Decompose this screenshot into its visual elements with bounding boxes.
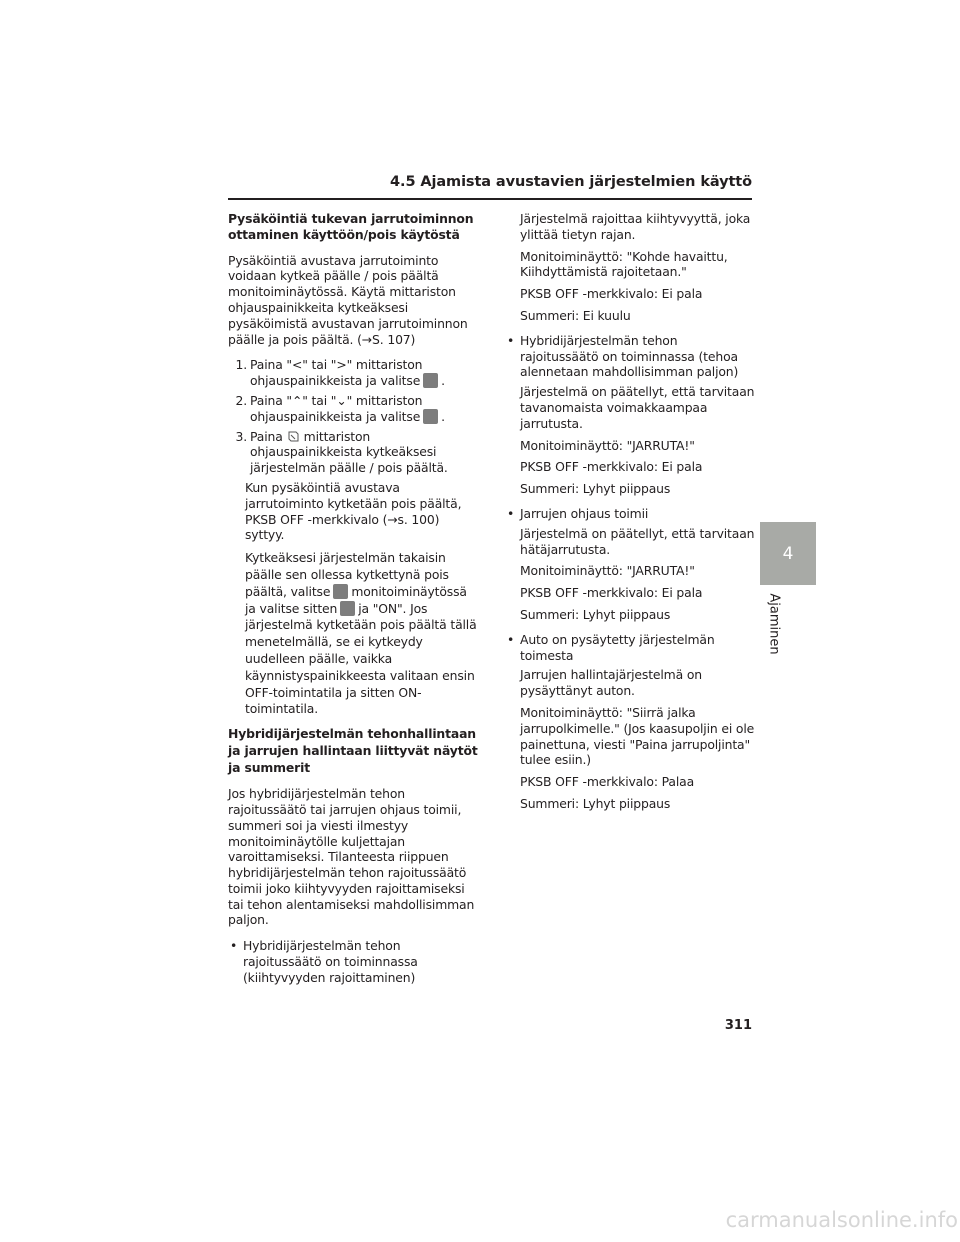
note-re-enable-b: monitoiminäytössä ja valitse sitten (245, 583, 467, 616)
bullet: • (507, 631, 515, 647)
page-number: 311 (724, 1018, 752, 1033)
bullet-text: Hybridijärjestelmän tehon rajoitussäätö on toiminnassa (tehoa alennetaan mahdollisimman paljon) (520, 332, 739, 380)
bullet-item (228, 938, 478, 985)
note-pksb-off: Kun pysäköintiä avustava jarrutoiminto kytketään pois päältä, PKSB OFF -merkkivalo (→s. 100) syttyy. (245, 479, 462, 543)
detail-text: PKSB OFF -merkkivalo: Ei pala (520, 459, 703, 475)
settings-icon (333, 584, 348, 599)
detail-text: Summeri: Lyhyt piippaus (520, 606, 671, 622)
ok-button-icon (286, 429, 301, 444)
settings-icon (423, 373, 438, 388)
bullet-text: Jarrujen ohjaus toimii (520, 505, 649, 521)
bullet: • (230, 938, 238, 954)
step-text (250, 393, 478, 425)
bullet-text: Auto on pysäytetty järjestelmän toimesta (520, 631, 715, 663)
note-re-enable-a: Kytkeäksesi järjestelmän takaisin päälle sen ollessa kytkettynä pois päältä, valitse (245, 550, 449, 599)
detail-text: PKSB OFF -merkkivalo: Palaa (520, 774, 695, 790)
detail-text: Monitoiminäyttö: "JARRUTA!" (520, 437, 695, 453)
step-text (250, 429, 478, 476)
step-number: 2. (235, 392, 247, 408)
step-1 (228, 357, 478, 389)
bullet: • (507, 332, 515, 348)
left-column (228, 211, 478, 994)
detail-text: Summeri: Lyhyt piippaus (520, 795, 671, 811)
step-2-text: Paina "⌃" tai "⌄" mittariston ohjauspainikkeista ja valitse (250, 392, 423, 424)
pksb-icon (340, 601, 355, 616)
pksb-icon (423, 409, 438, 424)
header-divider (228, 198, 752, 200)
detail-text: Järjestelmä on päätellyt, että tarvitaan tavanomaista voimakkaampaa jarrutusta. (520, 384, 755, 431)
detail-text: Jarrujen hallintajärjestelmä on pysäyttänyt auton. (520, 667, 702, 699)
step-1-end: . (441, 373, 445, 389)
heading-displays-buzzers: Hybridijärjestelmän tehonhallintaan ja jarrujen hallintaan liittyvät näytöt ja summerit (228, 726, 478, 776)
displays-paragraph: Jos hybridijärjestelmän tehon rajoitussäätö tai jarrujen ohjaus toimii, summeri soi ja viesti ilmestyy monitoiminäytölle kuljettajan varoittamiseksi. Tilanteesta riippuen hybridijärjestelmän tehon rajoitussäätö toimii joko kiihtyvyyden rajoittamiseksi tai tehon alentamiseksi mahdollisimman paljon. (228, 786, 475, 928)
note-re-enable (245, 550, 478, 718)
note-re-enable-c: ja "ON". Jos järjestelmä kytketään pois päältä tällä menetelmällä, se ei kytkeydy uudelleen päälle, vaikka käynnistyspainikkeesta valitaan ensin OFF-toimintatila ja sitten ON-toimintatila. (245, 600, 477, 717)
step-2 (228, 393, 478, 425)
step-1-text: Paina "<" tai ">" mittariston ohjauspainikkeista ja valitse (250, 357, 423, 389)
detail-text: Järjestelmä rajoittaa kiihtyvyyttä, joka ylittää tietyn rajan. (520, 211, 751, 242)
detail-text: PKSB OFF -merkkivalo: Ei pala (520, 286, 703, 302)
intro-paragraph: Pysäköintiä avustava jarrutoiminto voidaan kytkeä päälle / pois päältä monitoiminäytössä. Käytä mittariston ohjauspainikkeita kytkeäksesi pysäköimistä avustavan jarrutoiminnon päälle ja pois päältä. (→S. 107) (228, 252, 468, 347)
step-2-end: . (441, 408, 445, 424)
chapter-label-text: Ajaminen (766, 593, 782, 655)
detail-text: Summeri: Ei kuulu (520, 307, 631, 323)
step-number: 1. (235, 357, 247, 373)
right-column (505, 211, 755, 818)
step-3 (228, 429, 478, 476)
step-text (250, 357, 478, 389)
bullet: • (507, 505, 515, 521)
detail-text: Monitoiminäyttö: "Siirrä jalka jarrupolkimelle." (Jos kaasupoljin ei ole painettuna, viesti "Paina jarrupoljinta" tulee esiin.) (520, 704, 755, 768)
detail-text: Järjestelmä on päätellyt, että tarvitaan hätäjarrutusta. (520, 525, 755, 557)
bullet-item (505, 506, 755, 522)
detail-text: PKSB OFF -merkkivalo: Ei pala (520, 585, 703, 601)
chapter-label (760, 594, 788, 654)
watermark: carmanualsonline.info (725, 1208, 958, 1232)
bullet-item (505, 333, 755, 380)
step-3-text-b: mittariston ohjauspainikkeista kytkeäksesi järjestelmän päälle / pois päältä. (250, 428, 448, 476)
chapter-tab: 4 (760, 522, 816, 585)
detail-text: Monitoiminäyttö: "Kohde havaittu, Kiihdyttämistä rajoitetaan." (520, 248, 728, 280)
detail-text: Summeri: Lyhyt piippaus (520, 481, 671, 497)
step-number: 3. (235, 428, 247, 444)
step-3-text-a: Paina (250, 428, 283, 444)
detail-text: Monitoiminäyttö: "JARRUTA!" (520, 563, 695, 579)
section-header: 4.5 Ajamista avustavien järjestelmien käyttö (390, 174, 752, 190)
heading-pksb-toggle: Pysäköintiä tukevan jarrutoiminnon ottaminen käyttöön/pois käytöstä (228, 211, 474, 242)
bullet-item (505, 632, 755, 664)
bullet-text: Hybridijärjestelmän tehon rajoitussäätö on toiminnassa (kiihtyvyyden rajoittaminen) (243, 938, 418, 985)
